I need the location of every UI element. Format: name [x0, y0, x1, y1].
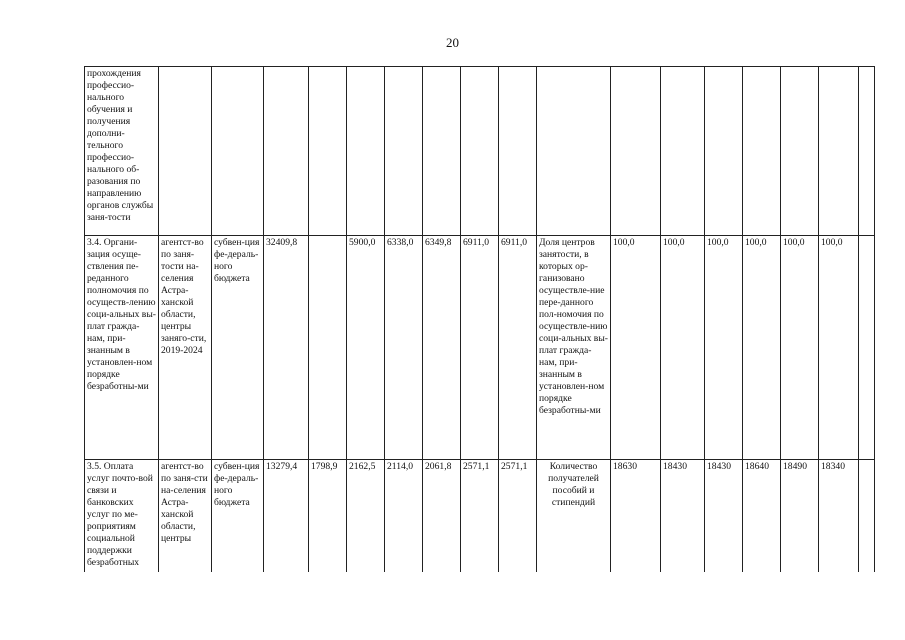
amount-cell: 32409,8 — [264, 236, 309, 460]
funding-source-cell: субвен-ция фе-дераль-ного бюджета — [212, 460, 264, 573]
amount-cell — [499, 67, 537, 236]
target-cell — [859, 460, 875, 573]
amount-cell: 2114,0 — [385, 460, 423, 573]
target-cell: 100,0 — [819, 236, 859, 460]
indicator-cell: Количество получателей пособий и стипендий — [537, 460, 611, 573]
target-cell: 100,0 — [781, 236, 819, 460]
indicator-cell: Доля центров занятости, в которых ор-ганизовано осуществле-ние пере-данного пол-номочия по осуществле-нию соци-альных вы-плат гражда-нам, при-знанным в установлен-ном порядке безработны-ми — [537, 236, 611, 460]
amount-cell — [423, 67, 461, 236]
table-row — [85, 67, 875, 236]
executor-cell: агентст-во по заня-сти на-селения Астра-ханской области, центры — [159, 460, 212, 573]
amount-cell — [264, 67, 309, 236]
target-cell — [743, 67, 781, 236]
amount-cell: 2571,1 — [461, 460, 499, 573]
target-cell — [611, 67, 661, 236]
amount-cell: 13279,4 — [264, 460, 309, 573]
executor-cell: агентст-во по заня-тости на-селения Астра-ханской области, центры заняго-сти, 2019-2024 — [159, 236, 212, 460]
amount-cell — [385, 67, 423, 236]
measure-name-cell: 3.4. Органи-зация осуще-ствления пе-реданного полномочия по осуществ-лению соци-альных вы-плат гражда-нам, при-знанным в установлен-ном порядке безработны-ми — [85, 236, 159, 460]
target-cell: 100,0 — [661, 236, 705, 460]
amount-cell: 2162,5 — [347, 460, 385, 573]
page-number: 20 — [446, 35, 459, 50]
amount-cell: 5900,0 — [347, 236, 385, 460]
amount-cell — [309, 67, 347, 236]
target-cell — [859, 67, 875, 236]
target-cell: 100,0 — [611, 236, 661, 460]
amount-cell — [347, 67, 385, 236]
target-cell — [819, 67, 859, 236]
table-row — [85, 460, 875, 573]
amount-cell: 6911,0 — [461, 236, 499, 460]
measure-name-cell: 3.5. Оплата услуг почто-вой связи и банковских услуг по ме-роприятиям социальной поддержки безработных — [85, 460, 159, 573]
target-cell — [859, 236, 875, 460]
executor-cell — [159, 67, 212, 236]
amount-cell: 6349,8 — [423, 236, 461, 460]
target-cell: 100,0 — [705, 236, 743, 460]
amount-cell: 1798,9 — [309, 460, 347, 573]
funding-source-cell — [212, 67, 264, 236]
program-table — [84, 66, 875, 572]
target-cell — [705, 67, 743, 236]
target-cell: 18640 — [743, 460, 781, 573]
amount-cell: 2061,8 — [423, 460, 461, 573]
target-cell: 18490 — [781, 460, 819, 573]
indicator-cell — [537, 67, 611, 236]
amount-cell: 6911,0 — [499, 236, 537, 460]
amount-cell — [309, 236, 347, 460]
target-cell: 18630 — [611, 460, 661, 573]
target-cell — [781, 67, 819, 236]
amount-cell — [461, 67, 499, 236]
target-cell — [661, 67, 705, 236]
funding-source-cell: субвен-ция фе-дераль-ного бюджета — [212, 236, 264, 460]
amount-cell: 6338,0 — [385, 236, 423, 460]
measure-name-cell: прохождения профессио-нального обучения и получения дополни-тельного профессио-нального об-разования по направлению органов службы заня-тости — [85, 67, 159, 236]
amount-cell: 2571,1 — [499, 460, 537, 573]
table-row — [85, 236, 875, 460]
target-cell: 18430 — [661, 460, 705, 573]
target-cell: 100,0 — [743, 236, 781, 460]
target-cell: 18430 — [705, 460, 743, 573]
target-cell: 18340 — [819, 460, 859, 573]
